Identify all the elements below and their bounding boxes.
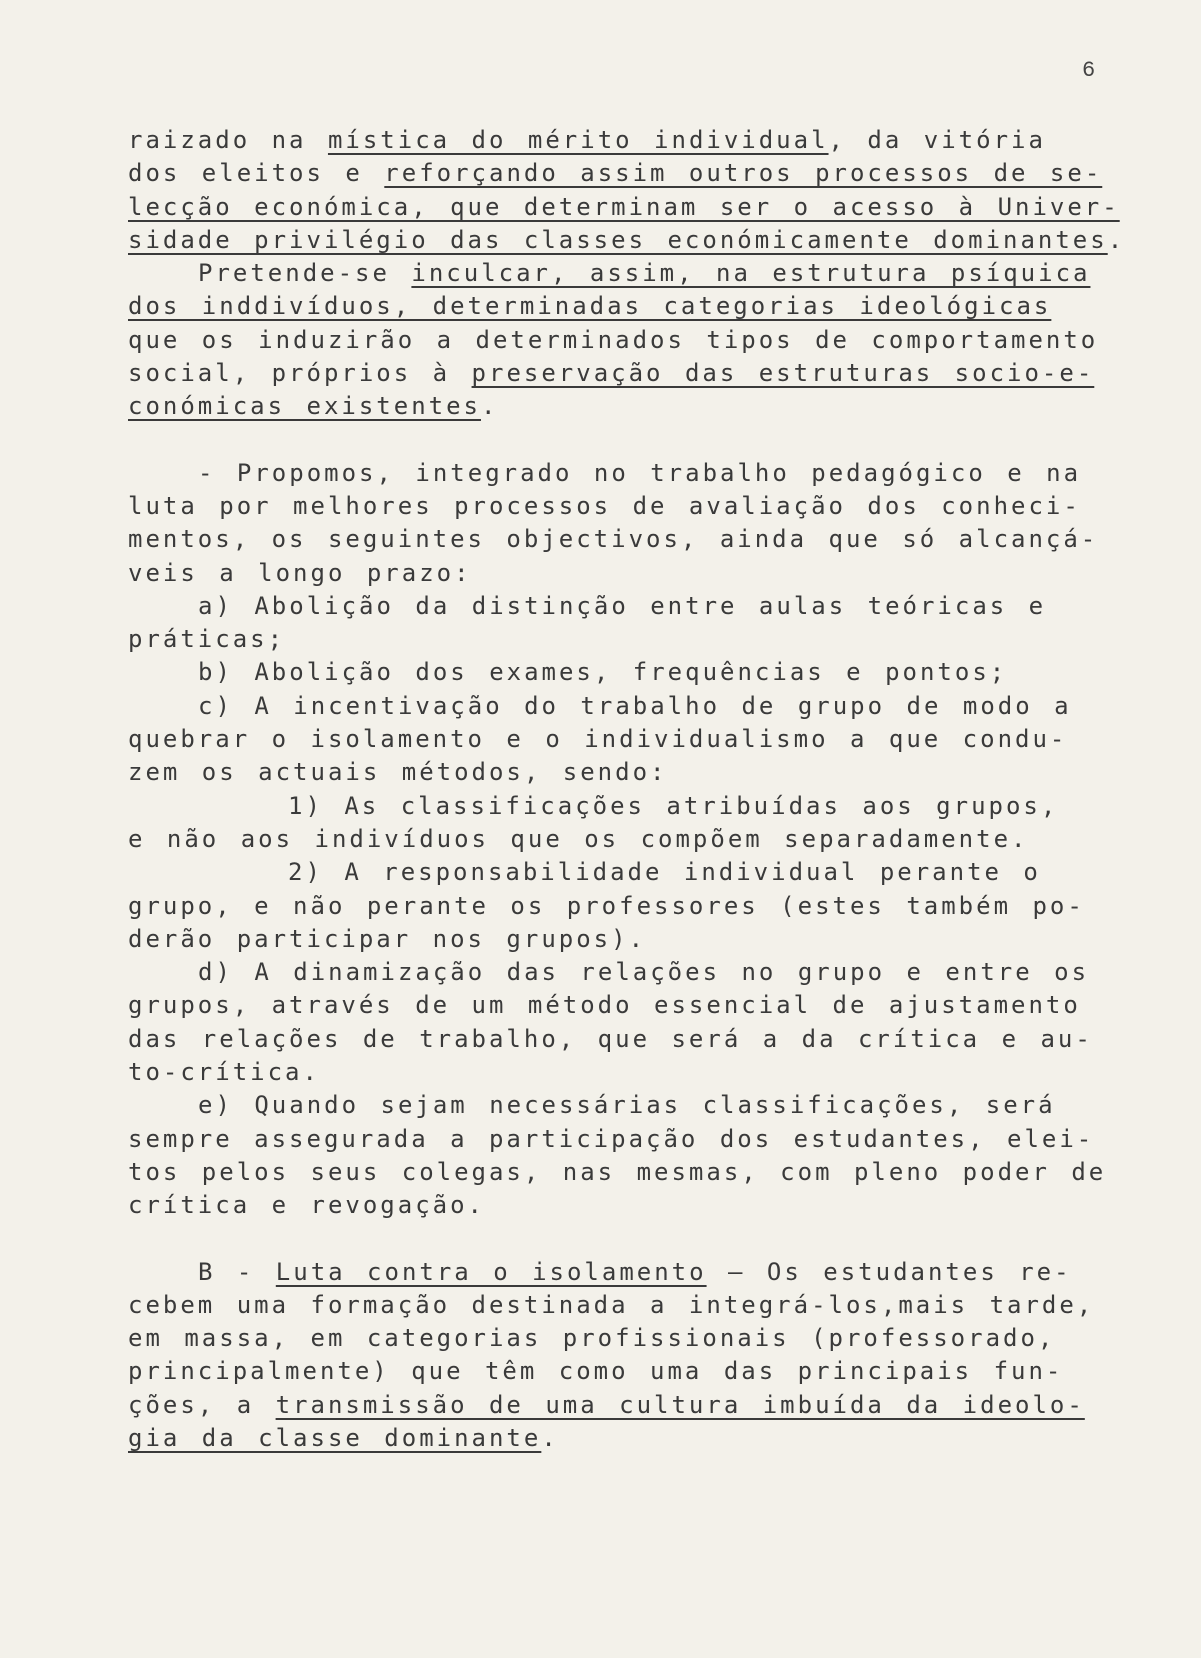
text-line: - Propomos, integrado no trabalho pedagógico e na bbox=[198, 458, 1082, 487]
list-item-a: a) Abolição da distinção entre aulas teóricas e bbox=[198, 591, 1047, 620]
text-line bbox=[128, 224, 1126, 257]
list-item-c: c) A incentivação do trabalho de grupo de modo a bbox=[198, 691, 1072, 720]
text-line bbox=[128, 1355, 1108, 1388]
page-number: 6 bbox=[1082, 58, 1096, 83]
text-line bbox=[128, 357, 1108, 390]
text-line: to-crítica. bbox=[128, 1058, 320, 1087]
text-line: quebrar o isolamento e o individualismo a que condu- bbox=[128, 725, 1068, 754]
text-line: mentos, os seguintes objectivos, ainda que só alcançá- bbox=[128, 525, 1099, 554]
text-line bbox=[128, 1322, 1108, 1355]
underlined-text: conómicas existentes bbox=[128, 392, 481, 421]
text-span: Pretende-se bbox=[198, 259, 412, 288]
section-heading-line bbox=[128, 1256, 1108, 1289]
text-line: grupo, e não perante os professores (estes também po- bbox=[128, 891, 1085, 920]
text-line: tos pelos seus colegas, nas mesmas, com pleno poder de bbox=[128, 1157, 1107, 1186]
paragraph-2 bbox=[128, 457, 1108, 1223]
text-line bbox=[128, 257, 1108, 290]
paragraph-1 bbox=[128, 124, 1126, 424]
text-span: . bbox=[1107, 225, 1126, 254]
sub-item-1: 1) As classificações atribuídas aos grupos, bbox=[288, 791, 1059, 820]
text-line: crítica e revogação. bbox=[128, 1191, 485, 1220]
text-span: . bbox=[480, 392, 499, 421]
text-line bbox=[128, 124, 1108, 157]
paragraph-3 bbox=[128, 1256, 1108, 1456]
text-line: e não aos indivíduos que os compõem separadamente. bbox=[128, 824, 1029, 853]
text-line bbox=[128, 157, 1108, 190]
underlined-text: transmissão de uma cultura imbuída da ideolo- bbox=[275, 1390, 1085, 1419]
text-line: sempre assegurada a participação dos estudantes, elei- bbox=[128, 1124, 1095, 1153]
text-line bbox=[128, 191, 1120, 224]
underlined-text: reforçando assim outros processos de se- bbox=[384, 159, 1103, 188]
underlined-text: sidade privilégio das classes económicamente dominantes bbox=[128, 225, 1108, 254]
text-line bbox=[128, 290, 1108, 323]
list-item-e: e) Quando sejam necessárias classificações, será bbox=[198, 1091, 1056, 1120]
text-line bbox=[128, 324, 1108, 357]
text-line bbox=[128, 1289, 1108, 1322]
text-line: zem os actuais métodos, sendo: bbox=[128, 758, 668, 787]
text-span: dos eleitos e bbox=[128, 159, 385, 188]
paragraph-spacer bbox=[128, 424, 1108, 457]
text-line: práticas; bbox=[128, 625, 286, 654]
text-span: principalmente) que têm como uma das principais fun- bbox=[128, 1357, 1064, 1386]
list-item-b: b) Abolição dos exames, frequências e pontos; bbox=[198, 658, 1008, 687]
text-span: social, próprios à bbox=[128, 359, 472, 388]
underlined-text: gia da classe dominante bbox=[128, 1423, 542, 1452]
text-span: cebem uma formação destinada a integrá-los,mais tarde, bbox=[128, 1290, 1095, 1319]
underlined-text: dos inddivíduos, determinadas categorias ideológicas bbox=[128, 292, 1052, 321]
text-span: — Os estudantes re- bbox=[706, 1257, 1072, 1286]
text-line: das relações de trabalho, que será a da crítica e au- bbox=[128, 1024, 1093, 1053]
text-line: grupos, através de um método essencial de ajustamento bbox=[128, 991, 1081, 1020]
underlined-text: mística do mérito individual bbox=[327, 126, 829, 154]
text-span: raizado na bbox=[128, 126, 328, 154]
text-line: derão participar nos grupos). bbox=[128, 924, 647, 953]
text-span: . bbox=[541, 1423, 559, 1452]
sub-item-2: 2) A responsabilidade individual perante o bbox=[288, 858, 1041, 887]
text-line bbox=[128, 1422, 1108, 1455]
underlined-text: lecção económica, que determinam ser o acesso à Univer- bbox=[128, 192, 1120, 221]
text-span: que os induzirão a determinados tipos de comportamento bbox=[128, 325, 1099, 354]
text-span: , da vitória bbox=[828, 126, 1046, 154]
document-body bbox=[128, 124, 1126, 1455]
underlined-text: preservação das estruturas socio-e- bbox=[471, 359, 1095, 388]
underlined-text: Luta contra o isolamento bbox=[275, 1257, 707, 1286]
text-span: ções, a bbox=[128, 1390, 276, 1419]
underlined-text: inculcar, assim, na estrutura psíquica bbox=[411, 259, 1091, 288]
list-item-d: d) A dinamização das relações no grupo e entre os bbox=[198, 958, 1090, 987]
text-span: B - bbox=[198, 1257, 276, 1286]
text-line bbox=[128, 390, 1108, 423]
text-line: luta por melhores processos de avaliação dos conheci- bbox=[128, 491, 1081, 520]
paragraph-spacer bbox=[128, 1223, 1108, 1256]
text-line bbox=[128, 1389, 1108, 1422]
text-line: veis a longo prazo: bbox=[128, 558, 472, 587]
text-span: em massa, em categorias profissionais (professorado, bbox=[128, 1324, 1056, 1353]
